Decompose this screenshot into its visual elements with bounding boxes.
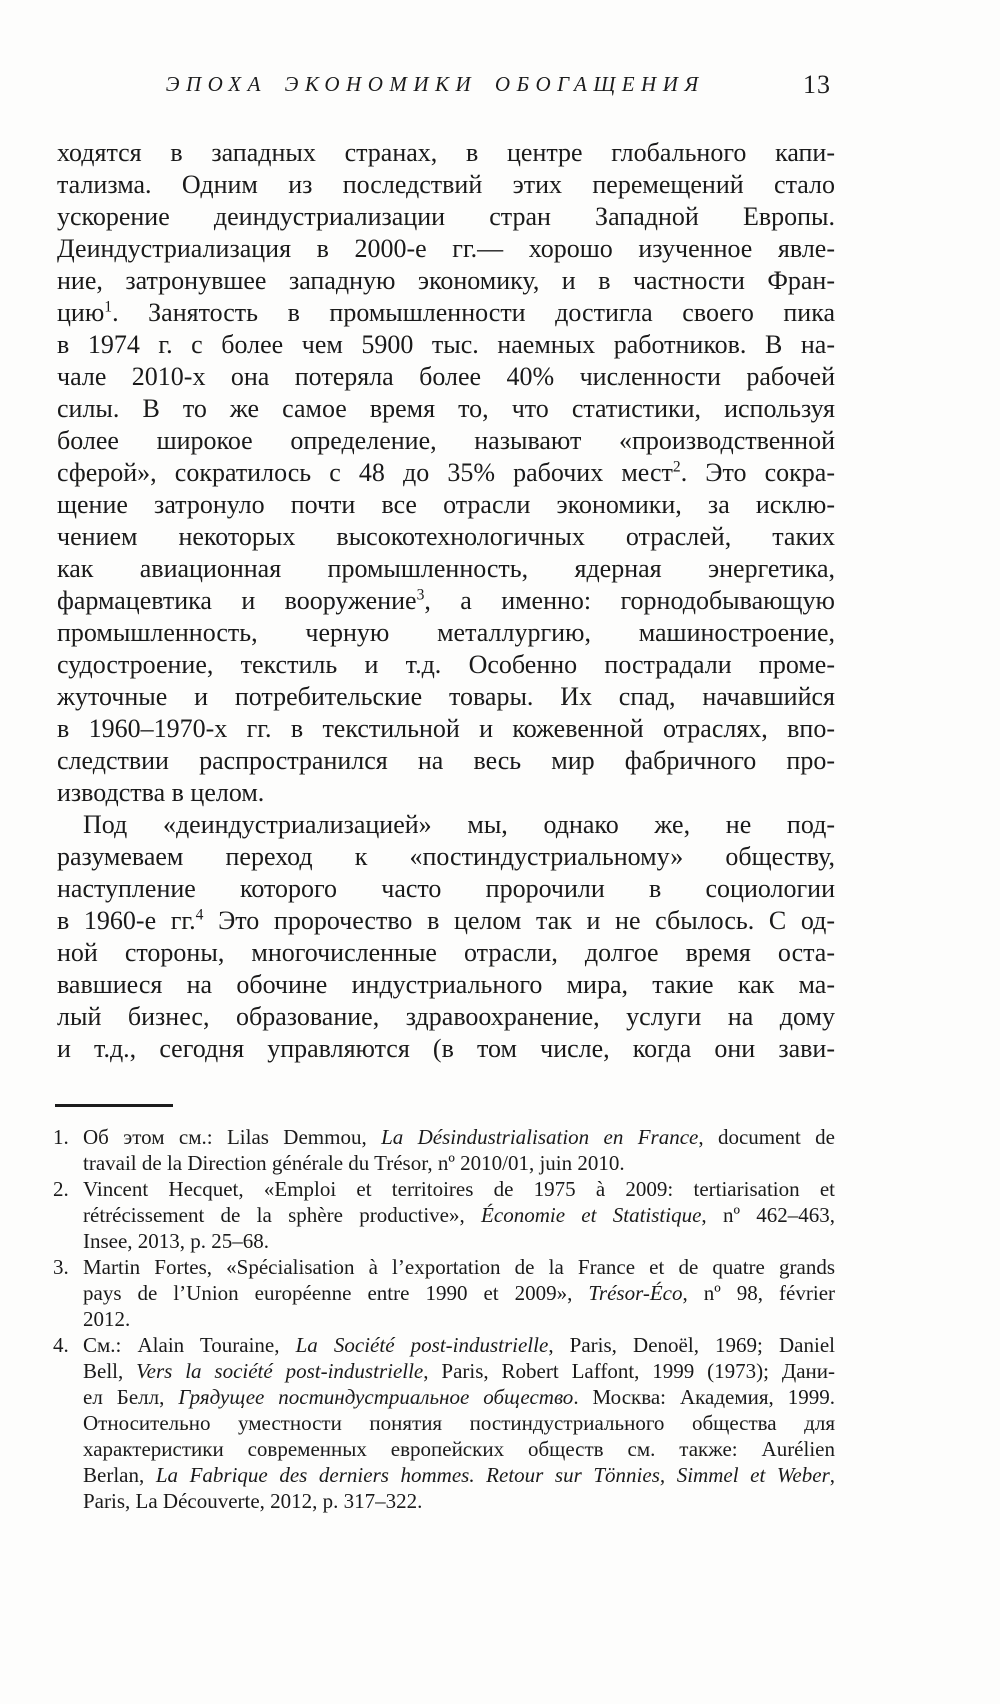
text-line: судостроение, текстиль и т.д. Особенно пострадали проме- bbox=[57, 650, 835, 679]
text-line: ходятся в западных странах, в центре глобального капи- bbox=[57, 138, 835, 167]
footnote-line: travail de la Direction générale du Trésor, nº 2010/01, juin 2010. bbox=[83, 1151, 625, 1175]
running-header bbox=[57, 72, 835, 106]
footnote-separator bbox=[55, 1104, 173, 1107]
text-line: Деиндустриализация в 2000-е гг.— хорошо изученное явле- bbox=[57, 234, 835, 263]
text-line: наступление которого часто пророчили в социологии bbox=[57, 874, 835, 903]
text-line: в 1974 г. с более чем 5900 тыс. наемных работников. В на- bbox=[57, 330, 835, 359]
text-line: чале 2010-х она потеряла более 40% численности рабочей bbox=[57, 362, 835, 391]
text-line: чением некоторых высокотехнологичных отраслей, таких bbox=[57, 522, 835, 551]
footnote-line: Insee, 2013, p. 25–68. bbox=[83, 1229, 270, 1253]
text-line: силы. В то же самое время то, что статистики, используя bbox=[57, 394, 835, 423]
text-line: как авиационная промышленность, ядерная энергетика, bbox=[57, 554, 835, 583]
text-line: разумеваем переход к «постиндустриальному» обществу, bbox=[57, 842, 835, 871]
text-line: ускорение деиндустриализации стран Западной Европы. bbox=[57, 202, 835, 231]
footnote-line: Об этом см.: Lilas Demmou, La Désindustrialisation en France, document de bbox=[83, 1125, 835, 1149]
footnote-line: Paris, La Découverte, 2012, p. 317–322. bbox=[83, 1489, 423, 1513]
body-text bbox=[57, 137, 835, 1065]
footnote-line: Bell, Vers la société post-industrielle, Paris, Robert Laffont, 1999 (1973); Дани- bbox=[83, 1359, 836, 1383]
footnote-line: Berlan, La Fabrique des derniers hommes. Retour sur Tönnies, Simmel et Weber, bbox=[83, 1463, 835, 1487]
text-line: следствии распространился на весь мир фабричного про- bbox=[57, 746, 835, 775]
footnote-number: 1. bbox=[53, 1125, 69, 1149]
text-line: и т.д., сегодня управляются (в том числе, когда они зави- bbox=[57, 1034, 835, 1063]
text-line: цию$^1$. Занятость в промышленности достигла своего пика bbox=[57, 298, 835, 327]
footnote-number: 2. bbox=[53, 1177, 69, 1201]
text-line: вавшиеся на обочине индустриального мира, такие как ма- bbox=[57, 970, 835, 999]
footnote-number: 4. bbox=[53, 1333, 69, 1357]
text-line: фармацевтика и вооружение$^3$, а именно: горнодобывающую bbox=[57, 586, 835, 615]
footnote-line: rétrécissement de la sphère productive», Économie et Statistique, nº 462–463, bbox=[83, 1203, 836, 1227]
footnote-line: pays de l’Union européenne entre 1990 et 2009», Trésor-Éco, nº 98, février bbox=[83, 1281, 836, 1305]
text-line: ной стороны, многочисленные отрасли, долгое время оста- bbox=[57, 938, 835, 967]
running-header-title: ЭПОХА ЭКОНОМИКИ ОБОГАЩЕНИЯ bbox=[165, 72, 705, 96]
footnote-line: 2012. bbox=[83, 1307, 131, 1331]
text-line: более широкое определение, называют «производственной bbox=[57, 426, 835, 455]
footnotes bbox=[53, 1124, 836, 1514]
text-line: жуточные и потребительские товары. Их спад, начавшийся bbox=[57, 682, 835, 711]
footnote bbox=[53, 1124, 835, 1176]
footnote-line: характеристики современных европейских обществ см. также: Aurélien bbox=[83, 1437, 835, 1461]
footnote-line: Относительно уместности понятия постиндустриального общества для bbox=[83, 1411, 835, 1435]
footnote bbox=[53, 1254, 836, 1332]
text-line: промышленность, черную металлургию, машиностроение, bbox=[57, 618, 835, 647]
text-line: изводства в целом. bbox=[57, 778, 265, 807]
text-line: ние, затронувшее западную экономику, и в частности Фран- bbox=[57, 266, 835, 295]
text-line: в 1960-е гг.$^4$ Это пророчество в целом так и не сбылось. С од- bbox=[57, 906, 835, 935]
page-number: 13 bbox=[803, 70, 831, 99]
footnote bbox=[53, 1332, 836, 1514]
text-line: щение затронуло почти все отрасли экономики, за исклю- bbox=[57, 490, 835, 519]
footnote-line: Martin Fortes, «Spécialisation à l’exportation de la France et de quatre grands bbox=[83, 1255, 835, 1279]
text-line: в 1960–1970-х гг. в текстильной и кожевенной отраслях, впо- bbox=[57, 714, 835, 743]
footnote-line: ел Белл, Грядущее постиндустриальное общество. Москва: Академия, 1999. bbox=[83, 1385, 835, 1409]
footnote bbox=[53, 1176, 836, 1254]
footnote-line: Vincent Hecquet, «Emploi et territoires de 1975 à 2009: tertiarisation et bbox=[83, 1177, 835, 1201]
text-line: лый бизнес, образование, здравоохранение, услуги на дому bbox=[57, 1002, 835, 1031]
text-line: Под «деиндустриализацией» мы, однако же, не под- bbox=[83, 810, 835, 839]
text-line: сферой», сократилось с 48 до 35% рабочих мест$^2$. Это сокра- bbox=[57, 458, 835, 487]
paragraph bbox=[57, 809, 835, 1065]
text-line: тализма. Одним из последствий этих перемещений стало bbox=[57, 170, 835, 199]
footnote-line: См.: Alain Touraine, La Société post-industrielle, Paris, Denoël, 1969; Daniel bbox=[83, 1333, 835, 1357]
paragraph bbox=[57, 137, 835, 809]
footnote-number: 3. bbox=[53, 1255, 69, 1279]
